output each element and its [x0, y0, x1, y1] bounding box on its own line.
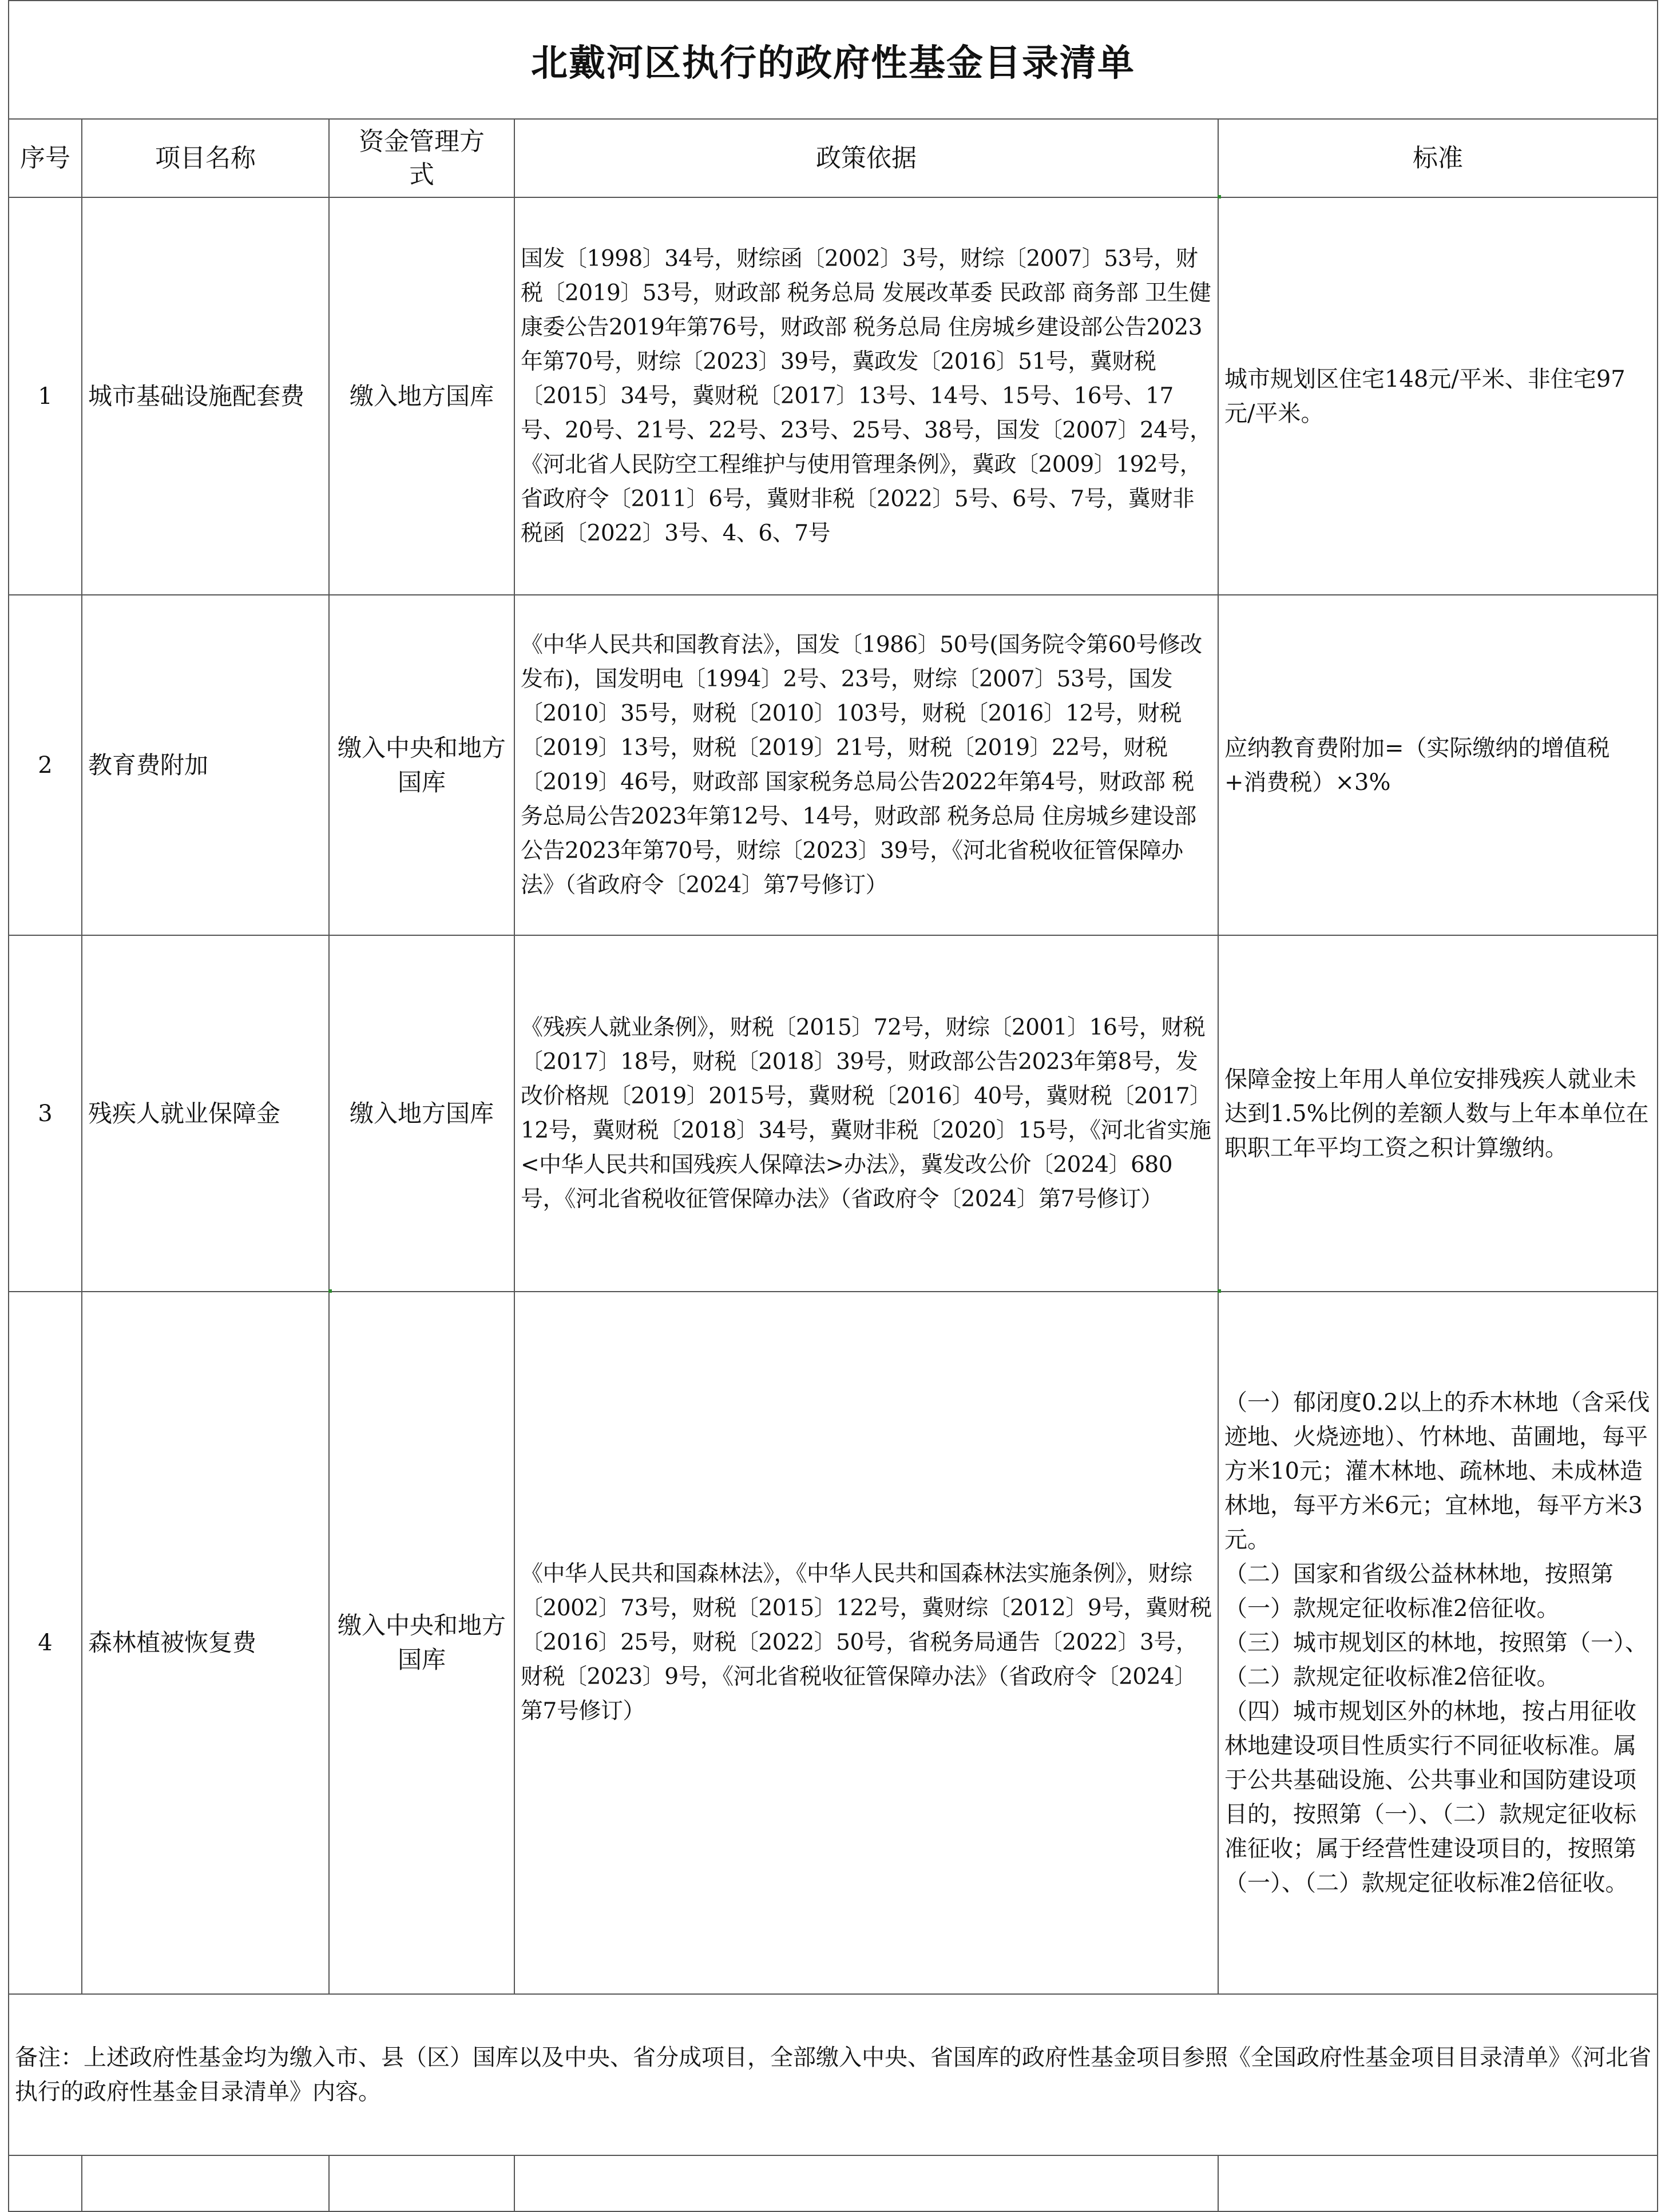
header-mode [329, 119, 514, 197]
header-name: 项目名称 [82, 119, 329, 197]
empty-cell [82, 2155, 329, 2211]
row-seq: 3 [9, 935, 82, 1292]
row-mode: 缴入地方国库 [329, 197, 514, 595]
cell-comment-marker [328, 1289, 332, 1293]
table-row [9, 1292, 1658, 1994]
row-mode: 缴入中央和地方国库 [329, 595, 514, 935]
row-basis: 《残疾人就业条例》，财税〔2015〕72号，财综〔2001〕16号，财税〔2017〕18号，财税〔2018〕39号，财政部公告2023年第8号，发改价格规〔2019〕2015号，冀财税〔2016〕40号，冀财税〔2017〕12号，冀财税〔2018〕34号，冀财非税〔2020〕15号，《河北省实施<中华人民共和国残疾人保障法>办法》，冀发改公价〔2024〕680号，《河北省税收征管保障办法》（省政府令〔2024〕第7号修订） [514, 935, 1218, 1292]
row-basis: 《中华人民共和国森林法》，《中华人民共和国森林法实施条例》，财综〔2002〕73号，财税〔2015〕122号，冀财综〔2012〕9号，冀财税〔2016〕25号，财税〔2022〕50号，省税务局通告〔2022〕3号，财税〔2023〕9号，《河北省税收征管保障办法》（省政府令〔2024〕第7号修订） [514, 1292, 1218, 1994]
fund-catalog-table [8, 0, 1658, 2212]
standard-paragraph: 城市规划区住宅148元/平米、非住宅97元/平米。 [1224, 366, 1626, 427]
row-standard [1218, 595, 1658, 935]
standard-paragraph: 保障金按上年用人单位安排残疾人就业未达到1.5%比例的差额人数与上年本单位在职职工年平均工资之积计算缴纳。 [1224, 1066, 1649, 1161]
note-row [9, 1994, 1658, 2155]
header-row [9, 119, 1658, 197]
row-mode: 缴入地方国库 [329, 935, 514, 1292]
header-seq: 序号 [9, 119, 82, 197]
standard-paragraph: （二）国家和省级公益林林地，按照第（一）款规定征收标准2倍征收。 [1224, 1561, 1614, 1622]
standard-paragraph: （四）城市规划区外的林地，按占用征收林地建设项目性质实行不同征收标准。属于公共基础设施、公共事业和国防建设项目的，按照第（一）、（二）款规定征收标准征收；属于经营性建设项目的，按照第（一）、（二）款规定征收标准2倍征收。 [1224, 1698, 1636, 1896]
standard-paragraph: 应纳教育费附加=（实际缴纳的增值税+消费税）×3% [1224, 734, 1610, 796]
empty-cell [9, 2155, 82, 2211]
row-name: 教育费附加 [82, 595, 329, 935]
empty-cell [1218, 2155, 1658, 2211]
blank-row [9, 2155, 1658, 2211]
row-seq: 4 [9, 1292, 82, 1994]
header-standard: 标准 [1218, 119, 1658, 197]
empty-cell [329, 2155, 514, 2211]
row-seq: 1 [9, 197, 82, 595]
row-seq: 2 [9, 595, 82, 935]
table-row [9, 595, 1658, 935]
table-row [9, 935, 1658, 1292]
standard-paragraph: （三）城市规划区的林地，按照第（一）、（二）款规定征收标准2倍征收。 [1224, 1630, 1648, 1690]
row-basis: 《中华人民共和国教育法》，国发〔1986〕50号(国务院令第60号修改发布)，国发明电〔1994〕2号、23号，财综〔2007〕53号，国发〔2010〕35号，财税〔2010〕103号，财税〔2016〕12号，财税〔2019〕13号，财税〔2019〕21号，财税〔2019〕22号，财税〔2019〕46号，财政部 国家税务总局公告2022年第4号，财政部 税务总局公告2023年第12号、14号，财政部 税务总局 住房城乡建设部公告2023年第70号，财综〔2023〕39号，《河北省税收征管保障办法》（省政府令〔2024〕第7号修订） [514, 595, 1218, 935]
standard-paragraph: （一）郁闭度0.2以上的乔木林地（含采伐迹地、火烧迹地）、竹林地、苗圃地，每平方米10元；灌木林地、疏林地、未成林造林地，每平方米6元；宜林地，每平方米3元。 [1224, 1389, 1650, 1553]
table-row [9, 197, 1658, 595]
header-mode-label: 资金管理方式 [359, 126, 485, 189]
cell-comment-marker [1218, 1289, 1221, 1293]
row-name: 森林植被恢复费 [82, 1292, 329, 1994]
empty-cell [514, 2155, 1218, 2211]
footnote: 备注：上述政府性基金均为缴入市、县（区）国库以及中央、省分成项目，全部缴入中央、省国库的政府性基金项目参照《全国政府性基金项目目录清单》《河北省执行的政府性基金目录清单》内容。 [9, 1994, 1658, 2155]
row-standard [1218, 197, 1658, 595]
row-name: 城市基础设施配套费 [82, 197, 329, 595]
page-title: 北戴河区执行的政府性基金目录清单 [9, 1, 1658, 119]
row-mode: 缴入中央和地方国库 [329, 1292, 514, 1994]
row-standard [1218, 1292, 1658, 1994]
row-basis: 国发〔1998〕34号，财综函〔2002〕3号，财综〔2007〕53号，财税〔2019〕53号，财政部 税务总局 发展改革委 民政部 商务部 卫生健康委公告2019年第76号，财政部 税务总局 住房城乡建设部公告2023年第70号，财综〔2023〕39号，冀政发〔2016〕51号，冀财税〔2015〕34号，冀财税〔2017〕13号、14号、15号、16号、17号、20号、21号、22号、23号、25号、38号，国发〔2007〕24号，《河北省人民防空工程维护与使用管理条例》，冀政〔2009〕192号，省政府令〔2011〕6号，冀财非税〔2022〕5号、6号、7号，冀财非税函〔2022〕3号、4、6、7号 [514, 197, 1218, 595]
row-standard [1218, 935, 1658, 1292]
cell-comment-marker [1218, 195, 1221, 198]
row-name: 残疾人就业保障金 [82, 935, 329, 1292]
header-basis: 政策依据 [514, 119, 1218, 197]
spreadsheet-sheet [8, 0, 1657, 2198]
